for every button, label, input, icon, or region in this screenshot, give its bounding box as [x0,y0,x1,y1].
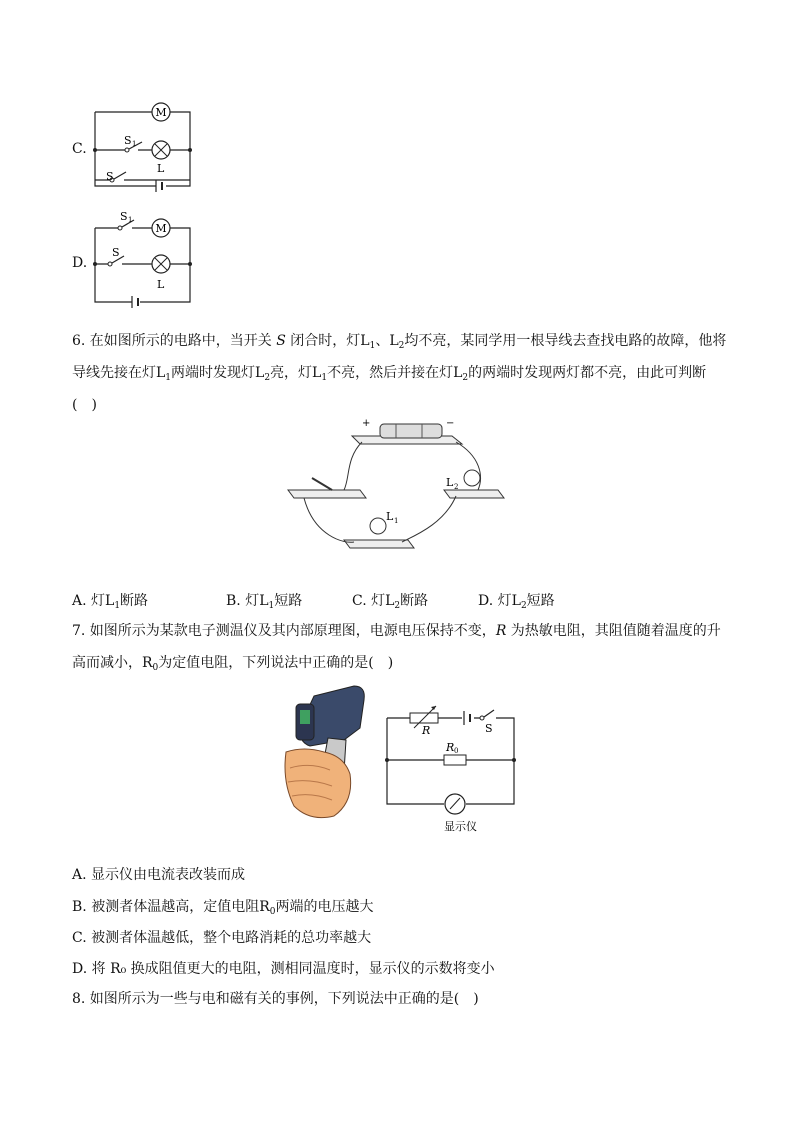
bulb-l1-icon [370,518,386,534]
q7-option-a[interactable]: A. 显示仪由电流表改装而成 [72,867,246,883]
svg-text:S: S [106,170,114,183]
switch-icon [312,478,332,490]
svg-text:2: 2 [454,483,459,491]
option-d-label: D. [72,255,88,271]
q6-option-a[interactable]: A. 灯$L_1$断路 [72,593,149,611]
thermometer-gun-image [274,682,374,828]
svg-text:1: 1 [128,216,133,224]
svg-text:0: 0 [454,747,459,755]
svg-text:R: R [446,741,455,754]
svg-text:显示仪: 显示仪 [444,820,477,833]
bulb-l2-icon [464,470,480,486]
svg-text:L: L [386,510,394,523]
switch-s-icon [480,710,494,720]
q6-option-c[interactable]: C. 灯$L_2$断路 [352,593,429,611]
svg-text:1: 1 [394,517,399,525]
svg-text:S: S [112,246,120,259]
lamp-icon [152,255,170,273]
q8-line-1: 8. 如图所示为一些与电和磁有关的事例，下列说法中正确的是( ) [72,991,479,1007]
svg-text:L: L [157,278,165,291]
svg-text:S: S [120,210,128,223]
q6-circuit-figure [284,416,514,558]
circuit-diagram-d [90,208,200,308]
q6-line-2: 导线先接在灯$L_1$两端时发现灯$L_2$亮，灯$L_1$不亮，然后并接在灯$L_2$的两端时发现两灯都不亮，由此可判断 [72,365,707,383]
battery-icon [132,296,138,308]
q7-option-c[interactable]: C. 被测者体温越低，整个电路消耗的总功率越大 [72,930,372,946]
q6-line-3: ( ) [72,397,97,413]
q6-option-b[interactable]: B. 灯$L_1$短路 [226,593,303,611]
q7-option-b[interactable]: B. 被测者体温越高，定值电阻$R_0$两端的电压越大 [72,899,374,917]
battery-icon [156,180,162,192]
svg-text:M: M [155,106,167,119]
option-c-label: C. [72,141,87,157]
meter-icon [445,794,465,814]
q6-option-d[interactable]: D. 灯$L_2$短路 [478,593,555,611]
battery-icon [380,424,442,438]
svg-text:L: L [157,162,165,175]
svg-text:+: + [362,418,371,429]
lamp-icon [152,141,170,159]
q7-line-1: 7. 如图所示为某款电子测温仪及其内部原理图，电源电压保持不变，R 为热敏电阻，其阻值随着温度的升 [72,623,721,639]
fixed-resistor-icon [444,755,466,765]
circuit-diagram-c [90,98,200,198]
svg-text:−: − [446,418,455,429]
svg-text:1: 1 [132,140,137,148]
svg-text:L: L [446,476,454,489]
q6-line-1: 6. 在如图所示的电路中，当开关 S 闭合时，灯$L_1$、$L_2$均不亮，某同学用一根导线去查找电路的故障，他将 [72,333,727,351]
q7-circuit-diagram [380,698,530,838]
battery-icon [464,711,470,725]
svg-text:M: M [155,222,167,235]
q7-line-2: 高而减小，$R_0$为定值电阻，下列说法中正确的是( ) [72,655,394,673]
q7-option-d[interactable]: D. 将 R₀ 换成阻值更大的电阻，测相同温度时，显示仪的示数将变小 [72,961,495,977]
svg-text:S: S [124,134,132,147]
svg-text:R: R [422,724,431,737]
svg-text:S: S [485,722,493,735]
